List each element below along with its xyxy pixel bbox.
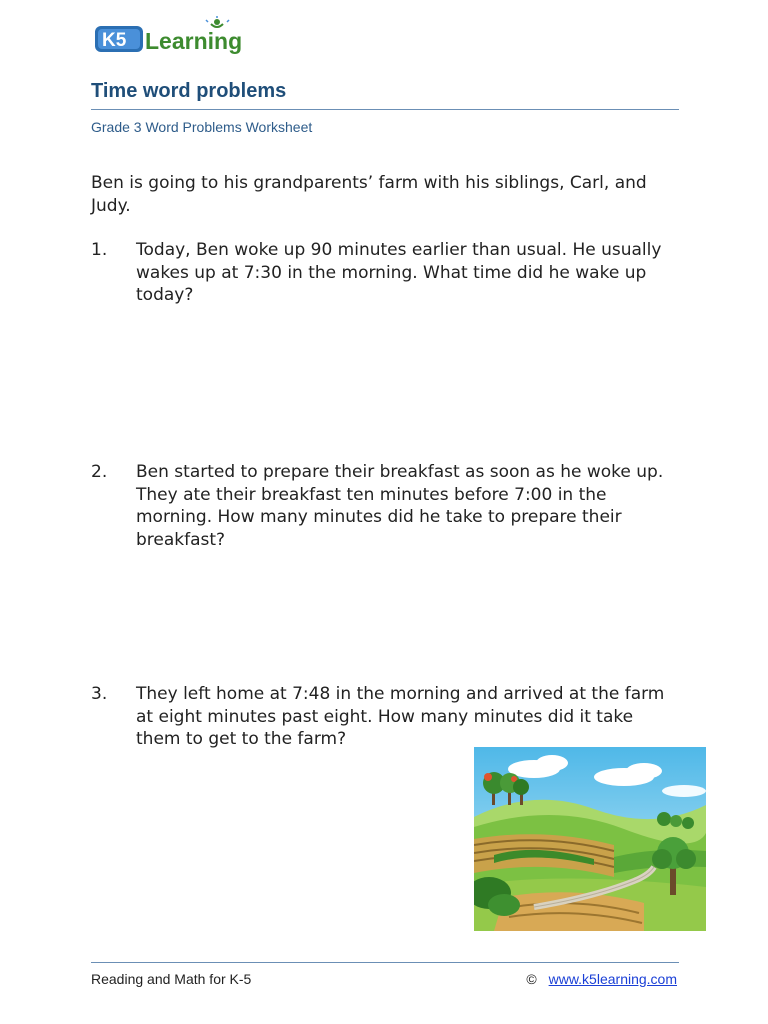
svg-text:Learning: Learning	[145, 28, 243, 54]
svg-text:K5: K5	[102, 30, 127, 51]
problem-number: 1.	[91, 240, 108, 260]
footer-copyright	[526, 971, 677, 987]
problem-number: 3.	[91, 684, 108, 704]
copyright-symbol: ©	[526, 971, 537, 987]
problem-text: Ben started to prepare their breakfast as soon as he woke up. They ate their breakfast ten minutes before 7:00 in the morning. How many minutes did he take to prepare their breakfast?	[136, 462, 664, 550]
farm-landscape-illustration	[474, 747, 706, 931]
k5learning-link[interactable]: www.k5learning.com	[548, 971, 677, 987]
footer-divider	[91, 962, 679, 963]
intro-paragraph: Ben is going to his grandparents’ farm with his siblings, Carl, and Judy.	[91, 173, 647, 216]
problem-text: Today, Ben woke up 90 minutes earlier than usual. He usually wakes up at 7:30 in the morning. What time did he wake up today?	[136, 240, 662, 305]
problem-number: 2.	[91, 462, 108, 482]
k5-learning-logo	[93, 16, 263, 60]
page-title: Time word problems	[91, 80, 287, 102]
problem-text: They left home at 7:48 in the morning and arrived at the farm at eight minutes past eight. How many minutes did it take them to get to the farm?	[136, 684, 665, 749]
footer-tagline: Reading and Math for K-5	[91, 971, 252, 987]
worksheet-subtitle: Grade 3 Word Problems Worksheet	[91, 119, 313, 135]
title-divider	[91, 109, 679, 110]
